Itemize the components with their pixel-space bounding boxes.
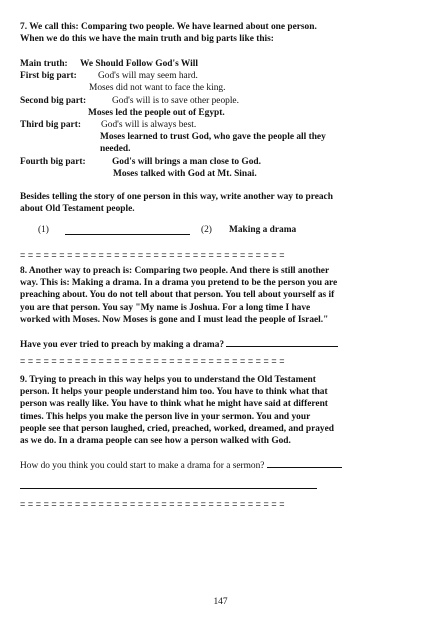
divider: ================================== [20,250,288,260]
fourth-part-row [20,156,422,168]
section-7-intro: When we do this we have the main truth and big parts like this: [20,34,274,45]
first-part-sub: Moses did not want to face the king. [89,83,226,94]
first-part-row [20,70,422,82]
section-7 [20,21,422,45]
option-1-label: (1) [38,225,49,235]
section-9: 9. Trying to preach in this way helps you to understand the Old Testament person. It helps your people understand him too. You have to think what that person was really like. You have to think what he might have said at different times. This helps you make the person live in your sermon. You and your people see that person laughed, cried, preached, worked, dreamed, and prayed as we do. In a drama people can see how a person walked with God. [20,375,334,447]
second-part-text: God's will is to save other people. [112,95,239,106]
third-part-sub: Moses learned to trust God, who gave the people all they [100,132,326,143]
divider: ================================== [20,356,288,366]
outline [20,58,422,180]
third-part-row [20,119,422,131]
option-1-blank[interactable] [65,233,190,235]
besides-paragraph: Besides telling the story of one person in this way, write another way to preach about Old Testament people. [20,192,333,215]
third-part-text: God's will is always best. [101,119,197,130]
third-part-label: Third big part: [20,119,81,130]
section-8: 8. Another way to preach is: Comparing two people. And there is still another way. This is: Making a drama. In a drama you pretend to be the person you are preaching about. You do not tell about that person. You tell about yourself as if you are that person. You say "My name is Joshua. For a long time I have worked with Moses. Now Moses is gone and I must lead the people of Israel." [20,266,338,325]
main-truth-text: We Should Follow God's Will [80,59,198,69]
option-2-text: Making a drama [229,225,297,235]
question-8 [20,339,422,352]
question-9 [20,460,422,473]
main-truth-row [20,58,422,70]
option-2-label: (2) [201,225,212,235]
question-9-text: How do you think you could start to make a drama for a sermon? [20,461,265,471]
divider: ================================== [20,499,288,509]
answer-9-blank[interactable] [267,466,342,468]
third-part-sub-cont: needed. [100,144,131,155]
section-7-heading: 7. We call this: Comparing two people. We have learned about one person. [20,22,317,32]
fourth-part-text: God's will brings a man close to God. [112,156,261,167]
second-part-label: Second big part: [20,95,87,106]
second-part-sub: Moses led the people out of Egypt. [88,107,225,118]
main-truth-label: Main truth: [20,59,68,69]
fourth-part-sub: Moses talked with God at Mt. Sinai. [113,168,257,179]
page-number: 147 [213,597,228,607]
answer-9-line-2[interactable] [20,487,317,489]
first-part-label: First big part: [20,71,77,82]
question-8-text: Have you ever tried to preach by making a drama? [20,340,225,350]
first-part-text: God's will may seem hard. [98,71,198,82]
answer-8-blank[interactable] [226,345,338,347]
fourth-part-label: Fourth big part: [20,156,86,167]
answer-options [20,224,422,237]
second-part-row [20,95,422,107]
